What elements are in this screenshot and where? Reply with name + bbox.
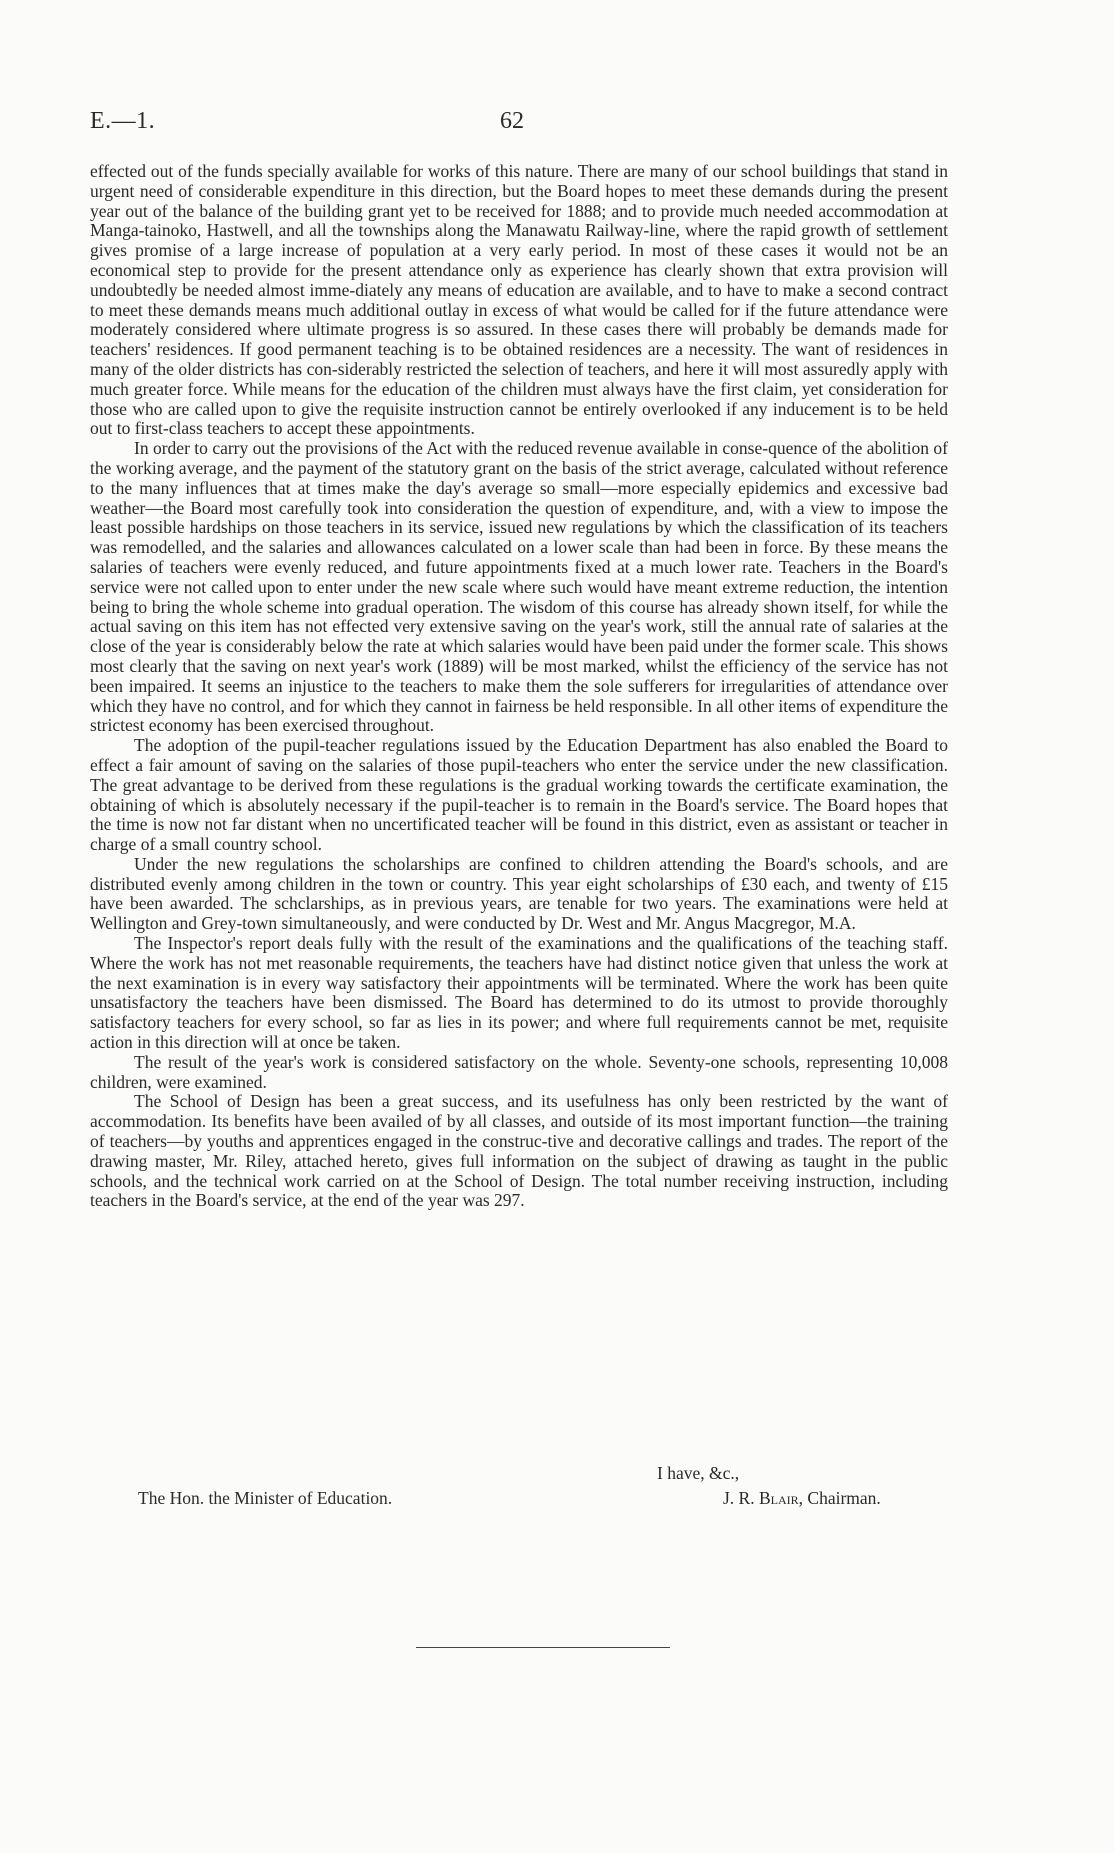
- paragraph-school-of-design: The School of Design has been a great success, and its usefulness has only been restricted by the want of accommodation. Its benefits have been availed of by all classes, and outside of its most important function—the training of teachers—by youths and apprentices engaged in the construc-tive and decorative callings and trades. The report of the drawing master, Mr. Riley, attached hereto, gives full information on the subject of drawing as taught in the public schools, and the technical work carried on at the School of Design. The total number receiving instruction, including teachers in the Board's service, at the end of the year was 297.: [90, 1091, 948, 1211]
- paragraph-salaries: In order to carry out the provisions of the Act with the reduced revenue available in conse-quence of the abolition of the working average, and the payment of the statutory grant on the basis of the strict average, calculated without reference to the many influences that at times make the day's average so small—more especially epidemics and excessive bad weather—the Board most carefully took into consideration the question of expenditure, and, with a view to impose the least possible hardships on those teachers in its service, issued new regulations by which the classification of its teachers was remodelled, and the salaries and allowances calculated on a lower scale than had been in force. By these means the salaries of teachers were evenly reduced, and future appointments fixed at a much lower rate. Teachers in the Board's service were not called upon to enter under the new scale where such would have meant extreme reduction, the intention being to bring the whole scheme into gradual operation. The wisdom of this course has already shown itself, for while the actual saving on this item has not effected very extensive saving on the year's work, still the annual rate of salaries at the close of the year is considerably below the rate at which salaries would have been paid under the former scale. This shows most clearly that the saving on next year's work (1889) will be most marked, whilst the efficiency of the service has not been impaired. It seems an injustice to the teachers to make them the sole sufferers for irregularities of attendance over which they have no control, and for which they cannot in fairness be held responsible. In all other items of expenditure the strictest economy has been exercised throughout.: [90, 438, 948, 736]
- paragraph-pupil-teachers: The adoption of the pupil-teacher regulations issued by the Education Department has also enabled the Board to effect a fair amount of saving on the salaries of those pupil-teachers who enter the service under the new classification. The great advantage to be derived from these regulations is the gradual working towards the certificate examination, the obtaining of which is absolutely necessary if the pupil-teacher is to remain in the Board's service. The Board hopes that the time is now not far distant when no uncertificated teacher will be found in this district, even as assistant or teacher in charge of a small country school.: [90, 735, 948, 855]
- closing-addressee: The Hon. the Minister of Education.: [138, 1488, 393, 1508]
- paragraph-results: The result of the year's work is considered satisfactory on the whole. Seventy-one schools, representing 10,008 children, were examined.: [90, 1051, 948, 1092]
- page-header: [90, 108, 1050, 140]
- page-number: 62: [500, 108, 524, 134]
- section-divider: [416, 1647, 670, 1648]
- closing-signature: [723, 1488, 881, 1509]
- signatory-title: Chairman.: [807, 1488, 881, 1508]
- signatory-name: J. R. Blair,: [723, 1488, 804, 1508]
- body-text: [90, 162, 948, 1211]
- paragraph-inspector-report: The Inspector's report deals fully with the result of the examinations and the qualifications of the teaching staff. Where the work has not met reasonable requirements, the teachers have had distinct notice given that unless the work at the next examination is in every way satisfactory their appointments will be terminated. Where the work has been quite unsatisfactory the teachers have been dismissed. The Board has determined to do its utmost to provide thoroughly satisfactory teachers for every school, so far as lies in its power; and where full requirements cannot be met, requisite action in this direction will at once be taken.: [90, 933, 948, 1053]
- paragraph-buildings: effected out of the funds specially available for works of this nature. There are many of our school buildings that stand in urgent need of considerable expenditure in this direction, but the Board hopes to meet these demands during the present year out of the balance of the building grant yet to be received for 1888; and to provide much needed accommodation at Manga-tainoko, Hastwell, and all the townships along the Manawatu Railway-line, where the rapid growth of settlement gives promise of a large increase of population at a very early period. In most of these cases it would not be an economical step to provide for the present attendance only as experience has clearly shown that extra provision will undoubtedly be needed almost imme-diately any means of education are available, and to have to make a second contract to meet these demands means much additional outlay in excess of what would be called for if the future attendance were moderately considered where ultimate progress is so assured. In these cases there will probably be demands made for teachers' residences. If good permanent teaching is to be obtained residences are a necessity. The want of residences in many of the older districts has con-siderably restricted the selection of teachers, and here it will most assuredly apply with much greater force. While means for the education of the children must always have the first claim, yet consideration for those who are called upon to give the requisite instruction cannot be entirely overlooked if any inducement is to be held out to first-class teachers to accept these appointments.: [90, 161, 948, 439]
- paragraph-scholarships: Under the new regulations the scholarships are confined to children attending the Board's schools, and are distributed evenly among children in the town or country. This year eight scholarships of £30 each, and twenty of £15 have been awarded. The schclarships, as in previous years, are tenable for two years. The examinations were held at Wellington and Grey-town simultaneously, and were conducted by Dr. West and Mr. Angus Macgregor, M.A.: [90, 853, 948, 934]
- document-reference: E.—1.: [90, 108, 156, 134]
- closing-greeting: I have, &c.,: [657, 1463, 740, 1483]
